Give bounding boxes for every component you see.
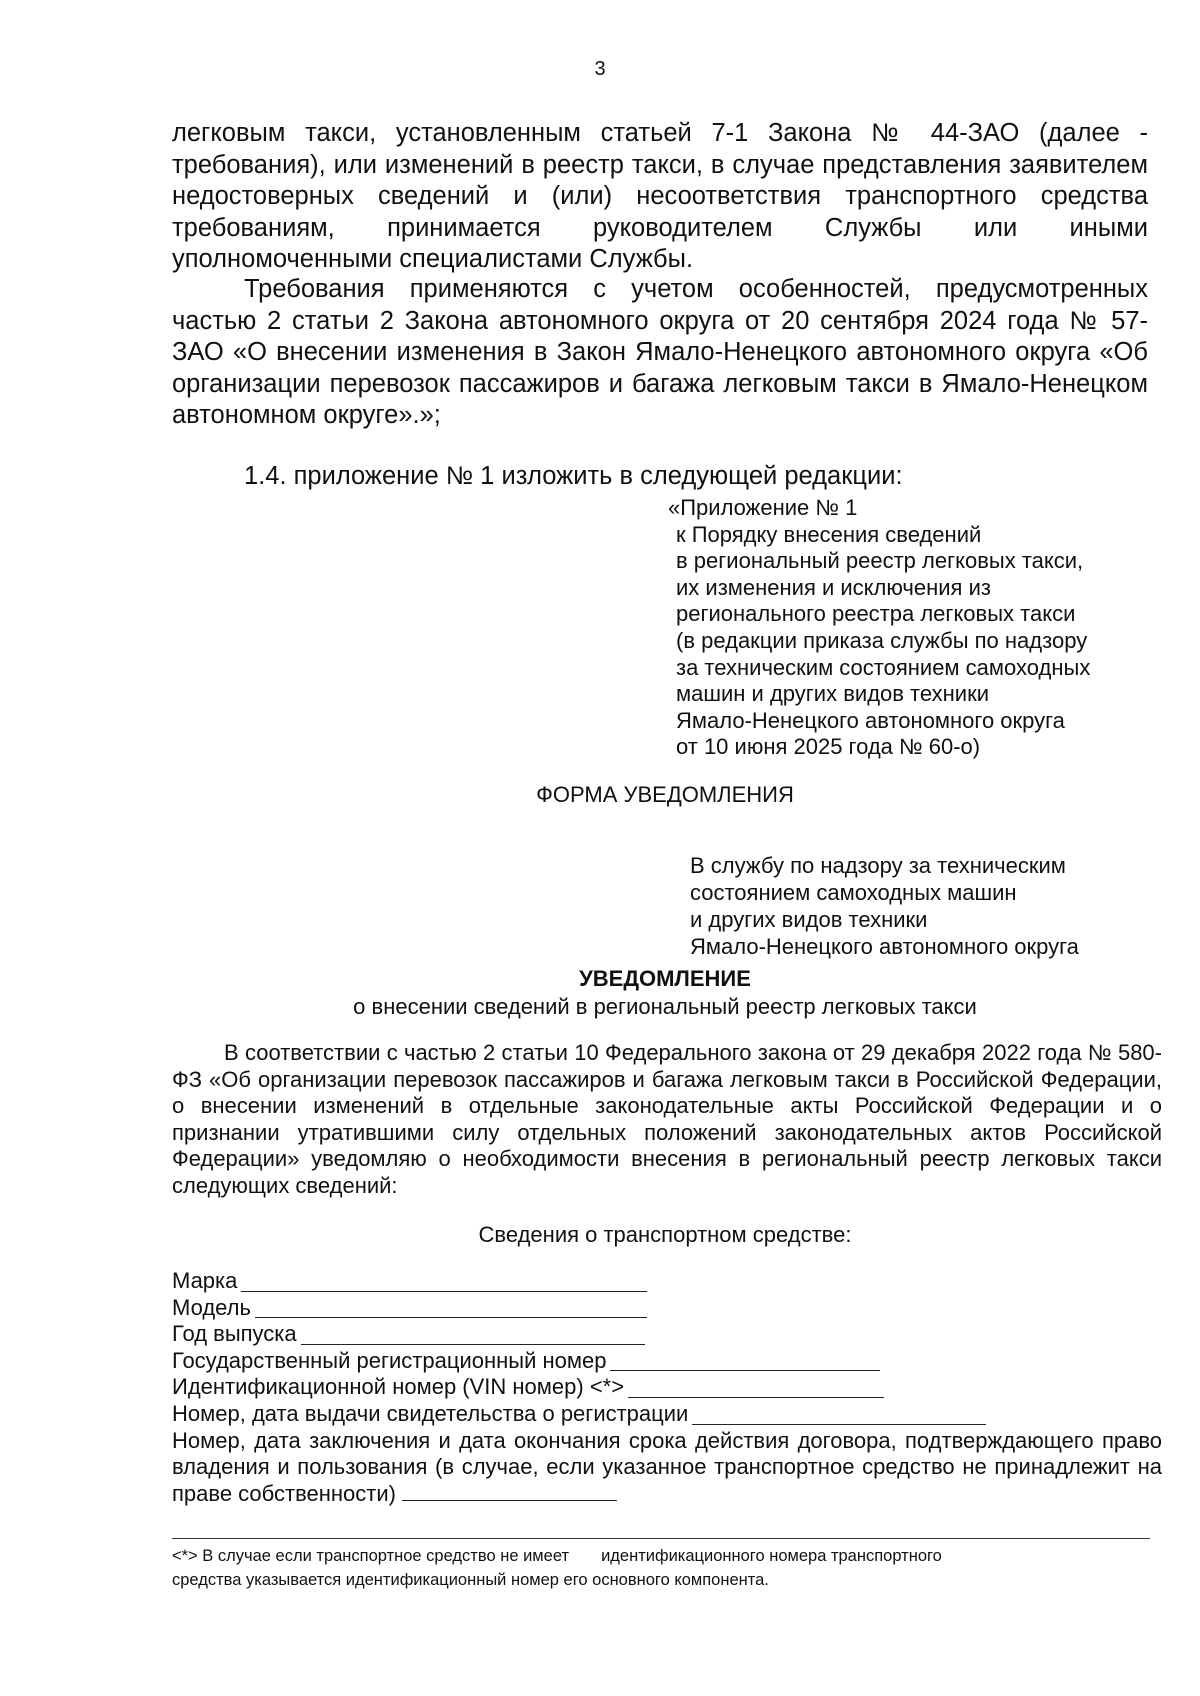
year-input-line[interactable] [301,1324,645,1345]
appendix-line: машин и других видов техники [676,681,989,707]
field-model [172,1295,1162,1322]
addressee-block [690,852,1160,960]
field-year [172,1321,1162,1348]
notice-subtitle: о внесении сведений в региональный реестр легковых такси [353,994,977,1019]
field-brand [172,1268,1162,1295]
field-label: Номер, дата выдачи свидетельства о регистрации [172,1400,689,1426]
appendix-line: регионального реестра легковых такси [676,601,1076,627]
notice-title: УВЕДОМЛЕНИЕ [579,966,751,991]
contract-input-line[interactable] [402,1482,617,1501]
form-title: ФОРМА УВЕДОМЛЕНИЯ [536,782,794,807]
field-label: Марка [172,1268,238,1293]
addressee-line: В службу по надзору за техническим [690,853,1066,878]
field-vin [172,1374,1162,1401]
paragraph-requirements-decision [172,118,1148,276]
model-input-line[interactable] [255,1297,647,1318]
addressee-line: Ямало-Ненецкого автономного округа [690,934,1079,959]
registration-cert-input-line[interactable] [692,1404,986,1425]
paragraph-text: Требования применяются с учетом особенностей, предусмотренных частью 2 статьи 2 Закона автономного округа от 20 сентября 2024 года № 57-ЗАО «О внесении изменения в Закон Ямало-Ненецкого автономного округа «Об организации перевозок пассажиров и багажа легковым такси в Ямало-Ненецком автономном округе».»; [172,275,1148,429]
appendix-line: «Приложение № 1 [668,495,858,520]
reg-number-input-line[interactable] [610,1350,880,1371]
paragraph-text: 1.4. приложение № 1 изложить в следующей редакции: [244,462,903,490]
field-label: Государственный регистрационный номер [172,1347,607,1373]
paragraph-appendix-edit [172,461,1148,493]
appendix-header [668,495,1156,761]
addressee-line: и других видов техники [690,907,928,932]
footnote-line: <*> В случае если транспортное средство не имеет идентификационного номера транспортного [172,1547,942,1565]
notice-body: В соответствии с частью 2 статьи 10 Федерального закона от 29 декабря 2022 года № 580-ФЗ «Об организации перевозок пассажиров и багажа легковым такси в Российской Федерации, о внесении изменений в отдельные законодательные акты Российской Федерации и о признании утратившими силу отдельных положений законодательных актов Российской Федерации» уведомляю о необходимости внесения в региональный реестр легковых такси следующих сведений: [172,1040,1162,1198]
footnote-separator [172,1538,1150,1539]
appendix-line: к Порядку внесения сведений [676,521,982,547]
vehicle-section-title: Сведения о транспортном средстве: [478,1222,852,1247]
page-number: 3 [594,58,606,80]
vehicle-fields [172,1268,1162,1507]
appendix-line: Ямало-Ненецкого автономного округа [676,707,1065,733]
footnote [172,1544,1150,1592]
vin-input-line[interactable] [628,1377,884,1398]
field-contract [172,1428,1162,1508]
field-label: Год выпуска [172,1321,297,1347]
paragraph-text: легковым такси, установленным статьей 7-1 Закона № 44-ЗАО (далее - требования), или изменений в реестр такси, в случае представления заявителем недостоверных сведений и (или) несоответствия транспортного средства требованиям, принимается руководителем Службы или иными уполномоченными специалистами Службы. [172,119,1148,273]
field-registration-cert [172,1401,1162,1428]
field-label: Номер, дата заключения и дата окончания срока действия договора, подтверждающего право владения и пользования (в случае, если указанное транспортное средство не принадлежит на праве собственности) [172,1427,1162,1506]
appendix-line: в региональный реестр легковых такси, [676,548,1084,574]
brand-input-line[interactable] [241,1271,647,1292]
appendix-line: от 10 июня 2025 года № 60-о) [676,734,981,760]
appendix-line: их изменения и исключения из [676,574,991,600]
appendix-line: (в редакции приказа службы по надзору [676,627,1088,653]
appendix-line: за техническим состоянием самоходных [676,654,1091,680]
field-reg-number [172,1348,1162,1375]
footnote-line: средства указывается идентификационный номер его основного компонента. [172,1571,769,1589]
field-label: Модель [172,1294,251,1320]
field-label: Идентификационной номер (VIN номер) <*> [172,1374,625,1400]
addressee-line: состоянием самоходных машин [690,880,1017,905]
paragraph-requirements-applied [172,274,1148,432]
